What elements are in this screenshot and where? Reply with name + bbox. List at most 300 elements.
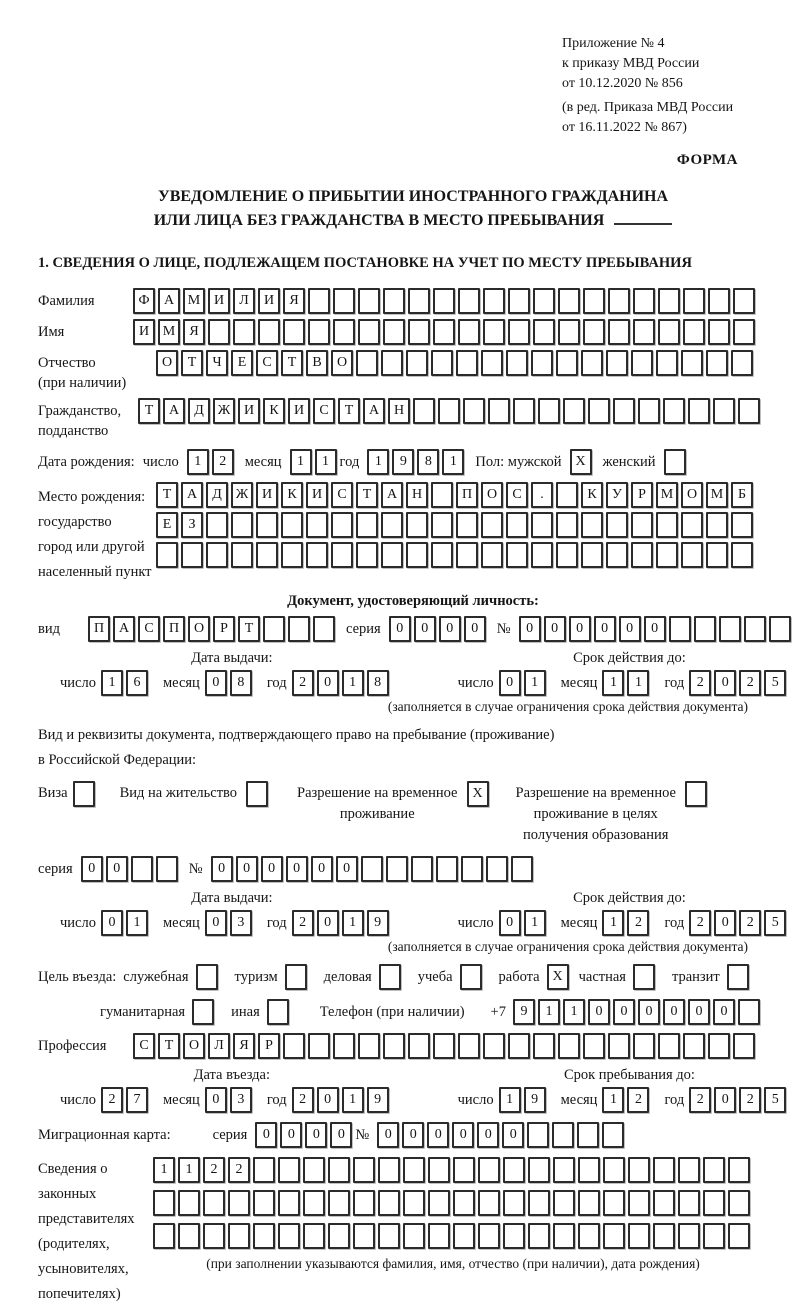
char-cell[interactable] [386,856,408,882]
char-cell[interactable] [483,1033,505,1059]
char-cell[interactable] [731,542,753,568]
char-cell[interactable]: 1 [524,670,546,696]
char-cell[interactable] [528,1157,550,1183]
char-cell[interactable]: Я [233,1033,255,1059]
char-cell[interactable] [428,1157,450,1183]
purpose-other-checkbox[interactable] [267,999,292,1025]
char-cell[interactable]: Ж [231,482,253,508]
purpose-private-checkbox[interactable] [633,964,658,990]
char-cell[interactable]: 7 [126,1087,148,1113]
char-cell[interactable]: Н [388,398,410,424]
char-cell[interactable] [303,1190,325,1216]
profession-cells[interactable] [133,1033,758,1059]
char-cell[interactable] [658,319,680,345]
char-cell[interactable] [664,449,686,475]
char-cell[interactable] [278,1223,300,1249]
sex-female-checkbox[interactable] [664,449,689,475]
char-cell[interactable] [483,288,505,314]
char-cell[interactable]: Т [138,398,160,424]
doc-number-cells[interactable] [519,616,794,642]
char-cell[interactable] [208,319,230,345]
char-cell[interactable]: 0 [317,670,339,696]
char-cell[interactable] [531,350,553,376]
char-cell[interactable] [361,856,383,882]
char-cell[interactable] [608,319,630,345]
char-cell[interactable] [508,319,530,345]
char-cell[interactable] [556,482,578,508]
char-cell[interactable]: Я [183,319,205,345]
char-cell[interactable]: 2 [627,910,649,936]
char-cell[interactable] [588,398,610,424]
char-cell[interactable] [433,288,455,314]
char-cell[interactable] [744,616,766,642]
char-cell[interactable] [228,1223,250,1249]
doc-type-cells[interactable] [88,616,338,642]
stay-month-cells[interactable] [602,1087,652,1113]
char-cell[interactable]: С [138,616,160,642]
char-cell[interactable]: 0 [714,670,736,696]
representatives-row3-cells[interactable] [153,1223,753,1249]
char-cell[interactable] [603,1157,625,1183]
char-cell[interactable] [328,1223,350,1249]
char-cell[interactable]: 0 [464,616,486,642]
char-cell[interactable] [683,288,705,314]
char-cell[interactable]: 8 [367,670,389,696]
char-cell[interactable] [73,781,95,807]
migration-series-cells[interactable] [255,1122,355,1148]
char-cell[interactable]: 1 [342,910,364,936]
char-cell[interactable] [303,1223,325,1249]
char-cell[interactable]: 0 [477,1122,499,1148]
char-cell[interactable] [631,512,653,538]
char-cell[interactable]: М [183,288,205,314]
char-cell[interactable] [458,319,480,345]
char-cell[interactable]: 0 [286,856,308,882]
char-cell[interactable] [483,319,505,345]
char-cell[interactable] [738,999,760,1025]
char-cell[interactable]: Л [208,1033,230,1059]
char-cell[interactable] [606,542,628,568]
residence-issue-day-cells[interactable] [101,910,151,936]
char-cell[interactable] [553,1223,575,1249]
char-cell[interactable]: 2 [689,910,711,936]
char-cell[interactable] [313,616,335,642]
char-cell[interactable] [656,512,678,538]
char-cell[interactable] [658,288,680,314]
char-cell[interactable]: С [331,482,353,508]
char-cell[interactable] [527,1122,549,1148]
char-cell[interactable] [506,350,528,376]
char-cell[interactable] [606,512,628,538]
char-cell[interactable]: Я [283,288,305,314]
char-cell[interactable]: Т [238,616,260,642]
char-cell[interactable] [278,1157,300,1183]
residence-issue-month-cells[interactable] [205,910,255,936]
char-cell[interactable]: 1 [442,449,464,475]
char-cell[interactable] [606,350,628,376]
residence-issue-year-cells[interactable] [292,910,392,936]
char-cell[interactable]: Р [258,1033,280,1059]
char-cell[interactable] [156,856,178,882]
char-cell[interactable]: 0 [305,1122,327,1148]
char-cell[interactable] [383,319,405,345]
issue-month-cells[interactable] [205,670,255,696]
char-cell[interactable] [458,288,480,314]
char-cell[interactable]: 6 [126,670,148,696]
char-cell[interactable]: 0 [714,1087,736,1113]
char-cell[interactable] [383,1033,405,1059]
char-cell[interactable] [556,542,578,568]
char-cell[interactable] [353,1157,375,1183]
char-cell[interactable] [733,319,755,345]
char-cell[interactable] [553,1190,575,1216]
char-cell[interactable]: 2 [627,1087,649,1113]
char-cell[interactable]: М [656,482,678,508]
char-cell[interactable]: С [506,482,528,508]
residence-valid-year-cells[interactable] [689,910,789,936]
char-cell[interactable]: 0 [588,999,610,1025]
char-cell[interactable] [706,512,728,538]
char-cell[interactable] [653,1223,675,1249]
char-cell[interactable] [453,1157,475,1183]
char-cell[interactable] [453,1190,475,1216]
char-cell[interactable]: 9 [392,449,414,475]
char-cell[interactable] [231,542,253,568]
char-cell[interactable] [283,319,305,345]
char-cell[interactable] [331,512,353,538]
char-cell[interactable] [406,350,428,376]
char-cell[interactable]: 1 [499,1087,521,1113]
char-cell[interactable] [552,1122,574,1148]
char-cell[interactable] [728,1223,750,1249]
char-cell[interactable]: 0 [236,856,258,882]
char-cell[interactable] [256,542,278,568]
char-cell[interactable]: А [158,288,180,314]
char-cell[interactable] [583,319,605,345]
char-cell[interactable] [538,398,560,424]
valid-year-cells[interactable] [689,670,789,696]
char-cell[interactable] [308,1033,330,1059]
char-cell[interactable]: 2 [292,1087,314,1113]
char-cell[interactable]: О [481,482,503,508]
char-cell[interactable] [638,398,660,424]
char-cell[interactable] [306,512,328,538]
char-cell[interactable]: О [156,350,178,376]
char-cell[interactable] [256,512,278,538]
char-cell[interactable] [196,964,218,990]
char-cell[interactable]: 0 [389,616,411,642]
char-cell[interactable]: С [256,350,278,376]
char-cell[interactable]: 2 [228,1157,250,1183]
char-cell[interactable] [558,319,580,345]
char-cell[interactable]: 5 [764,910,786,936]
char-cell[interactable] [581,350,603,376]
char-cell[interactable] [533,319,555,345]
char-cell[interactable]: . [531,482,553,508]
entry-year-cells[interactable] [292,1087,392,1113]
char-cell[interactable]: 0 [255,1122,277,1148]
char-cell[interactable]: К [581,482,603,508]
char-cell[interactable] [246,781,268,807]
temp-residence-checkbox[interactable] [467,781,492,807]
char-cell[interactable] [206,542,228,568]
char-cell[interactable] [556,512,578,538]
char-cell[interactable] [478,1157,500,1183]
char-cell[interactable]: 2 [689,1087,711,1113]
patronymic-cells[interactable] [156,350,756,376]
char-cell[interactable] [508,1033,530,1059]
char-cell[interactable]: 0 [427,1122,449,1148]
char-cell[interactable]: Т [181,350,203,376]
char-cell[interactable] [156,542,178,568]
char-cell[interactable] [358,1033,380,1059]
char-cell[interactable]: П [163,616,185,642]
char-cell[interactable] [353,1190,375,1216]
char-cell[interactable]: З [181,512,203,538]
char-cell[interactable]: 8 [230,670,252,696]
char-cell[interactable] [381,512,403,538]
char-cell[interactable]: 0 [205,670,227,696]
char-cell[interactable]: 9 [367,910,389,936]
char-cell[interactable]: 0 [317,910,339,936]
char-cell[interactable]: У [606,482,628,508]
char-cell[interactable] [481,350,503,376]
doc-series-cells[interactable] [389,616,489,642]
char-cell[interactable] [431,512,453,538]
char-cell[interactable]: 0 [205,1087,227,1113]
char-cell[interactable]: И [258,288,280,314]
char-cell[interactable] [558,288,580,314]
char-cell[interactable]: 0 [211,856,233,882]
char-cell[interactable]: А [163,398,185,424]
char-cell[interactable]: О [331,350,353,376]
char-cell[interactable]: Д [206,482,228,508]
char-cell[interactable]: П [456,482,478,508]
char-cell[interactable] [578,1190,600,1216]
char-cell[interactable]: О [188,616,210,642]
char-cell[interactable]: 2 [689,670,711,696]
char-cell[interactable] [181,542,203,568]
char-cell[interactable] [713,398,735,424]
valid-day-cells[interactable] [499,670,549,696]
char-cell[interactable] [328,1190,350,1216]
firstname-cells[interactable] [133,319,758,345]
char-cell[interactable]: 2 [212,449,234,475]
char-cell[interactable] [333,1033,355,1059]
char-cell[interactable]: 0 [499,670,521,696]
char-cell[interactable]: 0 [613,999,635,1025]
char-cell[interactable]: 0 [377,1122,399,1148]
char-cell[interactable] [431,482,453,508]
char-cell[interactable] [153,1190,175,1216]
char-cell[interactable]: И [256,482,278,508]
char-cell[interactable] [428,1223,450,1249]
char-cell[interactable]: X [467,781,489,807]
char-cell[interactable]: 9 [367,1087,389,1113]
char-cell[interactable] [631,542,653,568]
char-cell[interactable] [683,1033,705,1059]
char-cell[interactable]: 0 [439,616,461,642]
char-cell[interactable] [683,319,705,345]
char-cell[interactable]: 0 [519,616,541,642]
char-cell[interactable] [278,1190,300,1216]
char-cell[interactable] [408,1033,430,1059]
char-cell[interactable]: К [263,398,285,424]
char-cell[interactable]: Т [338,398,360,424]
char-cell[interactable] [681,542,703,568]
char-cell[interactable] [436,856,458,882]
char-cell[interactable]: 1 [126,910,148,936]
birth-day-cells[interactable] [187,449,237,475]
char-cell[interactable]: 0 [688,999,710,1025]
char-cell[interactable] [577,1122,599,1148]
char-cell[interactable]: 2 [292,910,314,936]
char-cell[interactable] [206,512,228,538]
residence-number-cells[interactable] [211,856,536,882]
char-cell[interactable] [383,288,405,314]
char-cell[interactable] [308,319,330,345]
char-cell[interactable]: С [313,398,335,424]
char-cell[interactable] [381,350,403,376]
char-cell[interactable]: Р [631,482,653,508]
char-cell[interactable]: И [208,288,230,314]
char-cell[interactable]: И [306,482,328,508]
valid-month-cells[interactable] [602,670,652,696]
char-cell[interactable] [481,512,503,538]
char-cell[interactable] [528,1190,550,1216]
char-cell[interactable] [378,1157,400,1183]
char-cell[interactable] [403,1223,425,1249]
char-cell[interactable] [663,398,685,424]
char-cell[interactable]: 1 [101,670,123,696]
residence-series-cells[interactable] [81,856,181,882]
char-cell[interactable] [433,319,455,345]
char-cell[interactable]: 0 [205,910,227,936]
char-cell[interactable] [481,542,503,568]
visa-checkbox[interactable] [73,781,98,807]
char-cell[interactable] [602,1122,624,1148]
entry-day-cells[interactable] [101,1087,151,1113]
char-cell[interactable]: Е [156,512,178,538]
char-cell[interactable]: Д [188,398,210,424]
char-cell[interactable] [633,288,655,314]
char-cell[interactable] [228,1190,250,1216]
char-cell[interactable] [253,1190,275,1216]
char-cell[interactable]: 8 [417,449,439,475]
char-cell[interactable] [531,512,553,538]
char-cell[interactable] [631,350,653,376]
char-cell[interactable]: В [306,350,328,376]
char-cell[interactable]: 5 [764,670,786,696]
char-cell[interactable] [533,288,555,314]
char-cell[interactable] [513,398,535,424]
char-cell[interactable]: 0 [402,1122,424,1148]
char-cell[interactable] [731,350,753,376]
char-cell[interactable] [303,1157,325,1183]
char-cell[interactable]: И [238,398,260,424]
char-cell[interactable]: С [133,1033,155,1059]
representatives-row1-cells[interactable] [153,1157,753,1183]
entry-month-cells[interactable] [205,1087,255,1113]
char-cell[interactable] [406,542,428,568]
char-cell[interactable] [358,319,380,345]
char-cell[interactable] [653,1157,675,1183]
char-cell[interactable] [403,1190,425,1216]
residence-permit-checkbox[interactable] [246,781,271,807]
char-cell[interactable] [633,964,655,990]
representatives-row2-cells[interactable] [153,1190,753,1216]
char-cell[interactable]: 0 [280,1122,302,1148]
char-cell[interactable] [453,1223,475,1249]
char-cell[interactable] [633,319,655,345]
char-cell[interactable]: 5 [764,1087,786,1113]
char-cell[interactable] [438,398,460,424]
char-cell[interactable] [656,542,678,568]
char-cell[interactable]: Ч [206,350,228,376]
char-cell[interactable] [706,350,728,376]
char-cell[interactable]: 2 [101,1087,123,1113]
char-cell[interactable]: 1 [187,449,209,475]
char-cell[interactable] [458,1033,480,1059]
char-cell[interactable] [463,398,485,424]
char-cell[interactable] [403,1157,425,1183]
char-cell[interactable] [203,1223,225,1249]
char-cell[interactable]: А [363,398,385,424]
char-cell[interactable]: 9 [513,999,535,1025]
char-cell[interactable] [486,856,508,882]
char-cell[interactable] [656,350,678,376]
char-cell[interactable] [456,512,478,538]
char-cell[interactable] [308,288,330,314]
char-cell[interactable] [506,542,528,568]
char-cell[interactable]: Т [356,482,378,508]
char-cell[interactable] [478,1223,500,1249]
char-cell[interactable] [431,542,453,568]
char-cell[interactable] [511,856,533,882]
char-cell[interactable] [613,398,635,424]
char-cell[interactable] [281,512,303,538]
char-cell[interactable]: Ф [133,288,155,314]
char-cell[interactable] [381,542,403,568]
char-cell[interactable] [581,512,603,538]
residence-valid-month-cells[interactable] [602,910,652,936]
char-cell[interactable] [231,512,253,538]
char-cell[interactable]: 0 [261,856,283,882]
char-cell[interactable] [728,1190,750,1216]
char-cell[interactable]: Н [406,482,428,508]
char-cell[interactable] [333,288,355,314]
char-cell[interactable] [233,319,255,345]
char-cell[interactable]: 2 [739,910,761,936]
char-cell[interactable] [608,288,630,314]
char-cell[interactable]: О [681,482,703,508]
char-cell[interactable]: Р [213,616,235,642]
char-cell[interactable] [633,1033,655,1059]
char-cell[interactable] [583,1033,605,1059]
purpose-humanitarian-checkbox[interactable] [192,999,217,1025]
char-cell[interactable] [378,1223,400,1249]
birthplace-row3-cells[interactable] [156,542,756,568]
char-cell[interactable]: 1 [290,449,312,475]
char-cell[interactable]: Б [731,482,753,508]
char-cell[interactable] [267,999,289,1025]
char-cell[interactable]: М [158,319,180,345]
char-cell[interactable]: 0 [644,616,666,642]
birthplace-row2-cells[interactable] [156,512,756,538]
char-cell[interactable] [411,856,433,882]
char-cell[interactable]: О [183,1033,205,1059]
char-cell[interactable]: 0 [502,1122,524,1148]
